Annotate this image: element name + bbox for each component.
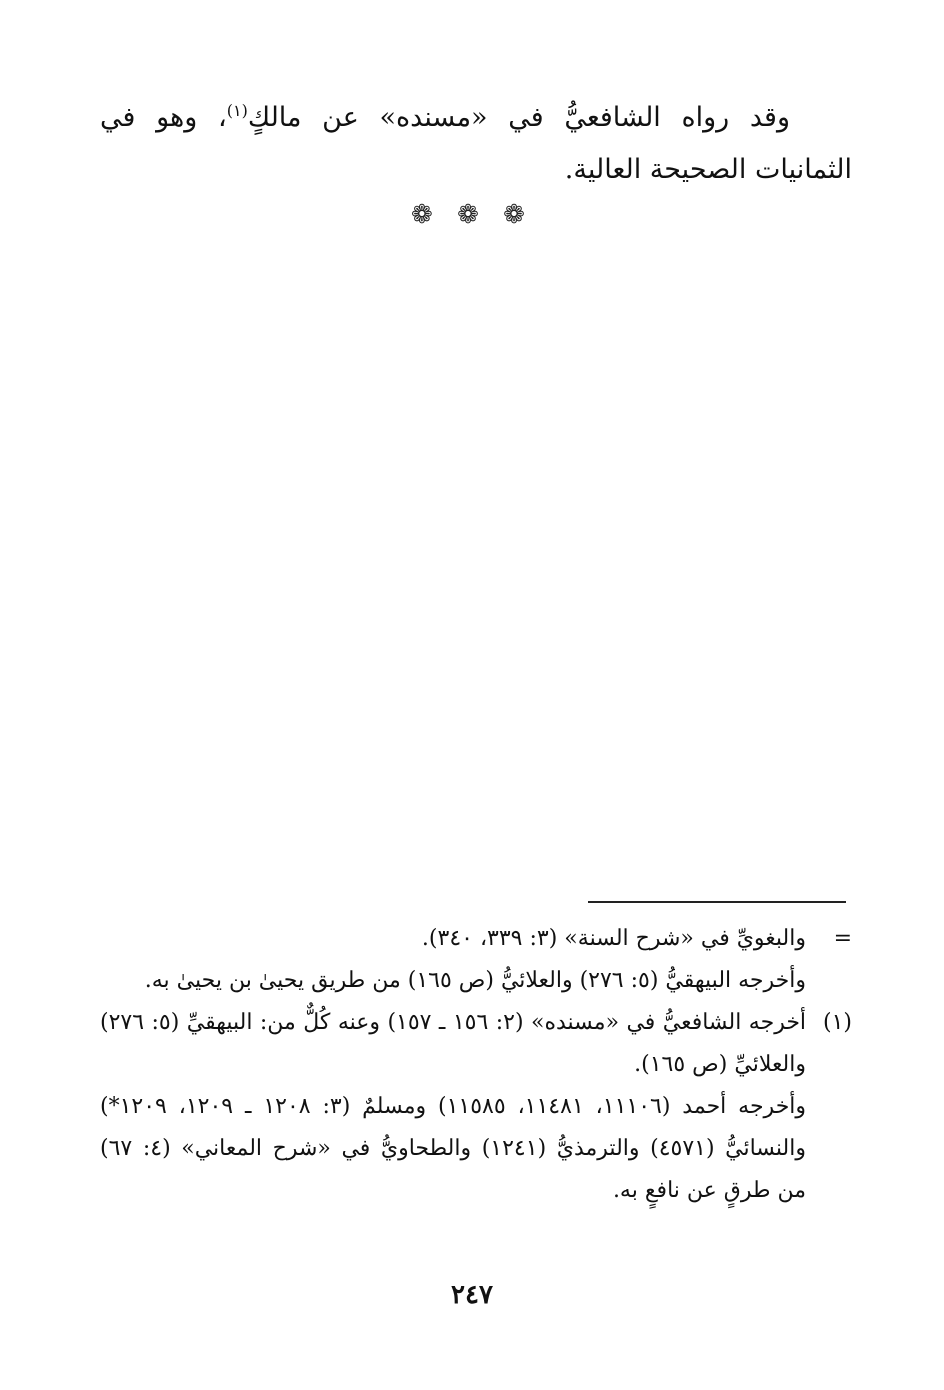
main-text-part-1: وقد رواه الشافعيُّ في «مسنده» عن مالكٍ [247, 102, 790, 133]
footnote-line: وأخرجه أحمد (١١١٠٦، ١١٤٨١، ١١٥٨٥) ومسلمٌ (٣: ١٢٠٨ ـ ١٢٠٩، ١٢٠٩*) والنسائيُّ (٤٥٧١) والترمذيُّ (١٢٤١) والطحاويُّ في «شرح المعاني» (٤: ٦٧) من طرقٍ عن نافعٍ به. [100, 1094, 807, 1203]
footnote-number: (١) [822, 1010, 852, 1035]
footnote-continuation [100, 918, 852, 1002]
main-text [100, 92, 852, 196]
footnote-line: والبغويِّ في «شرح السنة» (٣: ٣٣٩، ٣٤٠). [421, 926, 806, 951]
section-ornament: ❁ ❁ ❁ [411, 200, 533, 230]
main-paragraph [100, 92, 852, 196]
main-text-part-2: ، وهو في الثمانيات الصحيحة العالية. [100, 102, 852, 185]
footnote-line: وأخرجه البيهقيُّ (٥: ٢٧٦) والعلائيُّ (ص ١٦٥) من طريق يحيىٰ بن يحيىٰ به. [144, 968, 806, 993]
footnotes [100, 918, 852, 1212]
continuation-marker: = [833, 926, 852, 951]
footnote-reference: (١) [226, 101, 248, 120]
footnote-line: أخرجه الشافعيُّ في «مسنده» (٢: ١٥٦ ـ ١٥٧) وعنه كُلٌّ من: البيهقيِّ (٥: ٢٧٦) والعلائيِّ (ص ١٦٥). [100, 1010, 807, 1077]
footnote-body [100, 1002, 806, 1212]
footnote-1 [100, 1002, 852, 1212]
footnote-body [100, 918, 806, 1002]
footnote-separator [588, 901, 846, 903]
page-number: ٢٤٧ [451, 1280, 493, 1310]
